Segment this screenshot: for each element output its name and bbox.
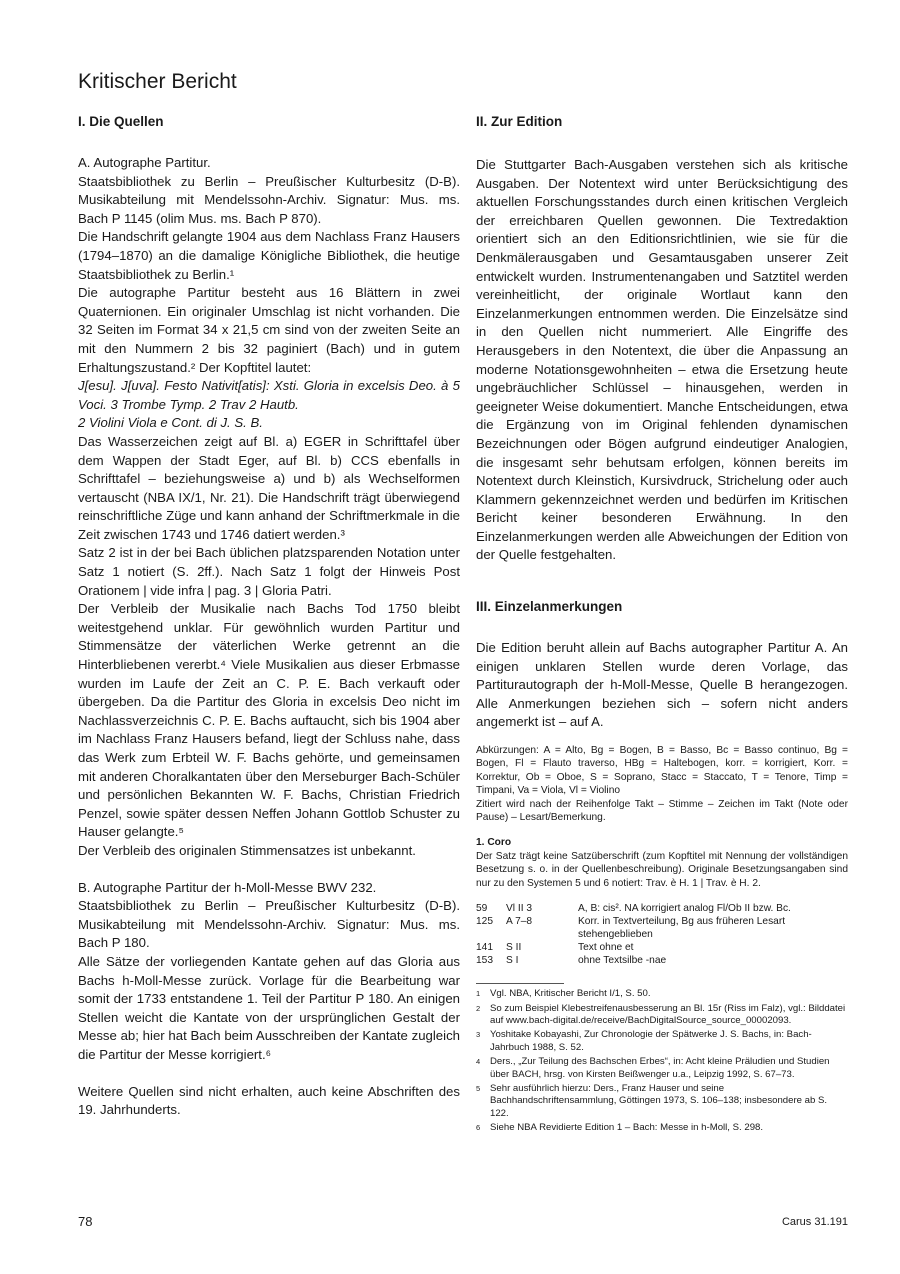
footnotes [476, 988, 848, 1134]
paragraph: Die autographe Partitur besteht aus 16 Blättern in zwei Quaternionen. Ein originaler Umschlag ist nicht vorhanden. Die 32 Seiten im Format 34 x 21,5 cm sind von der zweiten Seite an mit den Nummern 2 bis 32 paginiert (Bach) und in gutem Erhaltungszustand.² Der Kopftitel lautet: [78, 285, 460, 375]
paragraph: Die Handschrift gelangte 1904 aus dem Nachlass Franz Hausers (1794–1870) an die damalige Königliche Bibliothek, die heutige Staatsbibliothek zu Berlin.¹ [78, 229, 460, 282]
paragraph: Das Wasserzeichen zeigt auf Bl. a) EGER in Schrifttafel über dem Wappen der Stadt Eger, auf Bl. b) CCS ebenfalls in Schrifttafel – beziehungsweise a) und b) als Wechselformen vertauscht (NBA IX/1, Nr. 21). Die Handschrift trägt überwiegend reinschriftliche Züge und kann anhand der Schriftmerkmale in die Zeit zwischen 1743 und 1746 datiert werden.³ [78, 433, 460, 542]
section-heading-sources: I. Die Quellen [78, 114, 164, 129]
part-cell: A 7–8 [506, 916, 533, 928]
bar-cell: 153 [476, 955, 493, 967]
paragraph: Alle Sätze der vorliegenden Kantate gehen auf das Gloria aus Bachs h-Moll-Messe zurück. Vorlage für die Bearbeitung war somit der 1733 entstandene 1. Teil der Partitur P 180. An einigen Stellen weicht die Kantate von der ursprünglichen Gestalt der Messe ab; hier hat Bach beim Ausschreiben der Kantate zugleich die Partitur der Messe korrigiert.⁶ [78, 953, 460, 1062]
heading-title-quote: 2 Violini Viola e Cont. di J. S. B. [78, 415, 263, 431]
edition-paragraph: Die Stuttgarter Bach-Ausgaben verstehen sich als kritische Ausgaben. Der Notentext wird unter Berücksichtigung des aktuellen Forschungsstandes durch einen kritischen Vergleich der erreichbaren Quellen gewonnen. Die Textredaktion orientiert sich an den Editionsrichtlinien, wie sie für die Denkmälerausgaben und Gesamtausgaben unserer Zeit entwickelt wurden. Instrumentenangaben und Satztitel werden vereinheitlicht, der originale Wortlaut kann den Einzelanmerkungen entnommen werden. Die Einzelsätze sind in den Quellen nicht nummeriert. Alle Eingriffe des Herausgebers in den Notentext, die über die Anpassung an moderne Notationsgewohnheiten – etwa die Ersetzung heute ungebräuchlicher Schlüssel – hinausgehen, werden in geeigneter Weise dokumentiert. Manche Entscheidungen, etwa die Ergänzung von im Original fehlenden dynamischen Bezeichnungen oder Bögen aufgrund eindeutiger Analogien, die insgesamt sehr behutsam erfolgen, können bereits im Notentext durch Kleinstich, Kursivdruck, Strichelung oder auch Klammern gekennzeichnet werden und bedürfen im Kritischen Bericht keiner besonderen Erwähnung. In den Einzelanmerkungen werden alle Abweichungen der Edition von der Quelle festgehalten. [476, 157, 848, 563]
bar-cell: 125 [476, 916, 493, 928]
footnote: 6 Siehe NBA Revidierte Edition 1 – Bach: Messe in h-Moll, S. 298. [476, 1122, 764, 1134]
page-title: Kritischer Bericht [78, 70, 237, 93]
table-row [476, 941, 848, 954]
paragraph: Staatsbibliothek zu Berlin – Preußischer Kulturbesitz (D-B). Musikabteilung mit Mendelssohn-Archiv. Signatur: Mus. ms. Bach P 1145 (olim Mus. ms. Bach P 870). [78, 173, 460, 226]
source-b-text [78, 879, 460, 1065]
remarks-table [476, 902, 848, 967]
footnote: 3 Yoshitake Kobayashi, Zur Chronologie der Spätwerke J. S. Bachs, in: Bach-Jahrbuch 1988, S. 52. [476, 1029, 812, 1053]
section-heading-remarks: III. Einzelanmerkungen [476, 599, 623, 615]
note-cell: ohne Textsilbe -nae [578, 955, 667, 967]
table-row [476, 915, 848, 941]
coro-text: Der Satz trägt keine Satzüberschrift (zum Kopftitel mit Nennung der vollständigen Besetzung s. o. in der Quellenbeschreibung). Originale Besetzungsangaben sind nur zu den Systemen 5 und 6 notiert: Trav. è H. 1 | Trav. è H. 2. [476, 850, 848, 889]
page-number: 78 [78, 1214, 93, 1229]
table-row [476, 902, 848, 915]
part-cell: S II [506, 942, 522, 954]
note-cell: A, B: cis². NA korrigiert analog Fl/Ob II bzw. Bc. [578, 903, 791, 915]
footnote: 1 Vgl. NBA, Kritischer Bericht I/1, S. 50. [476, 988, 651, 1000]
remarks-intro: Die Edition beruht allein auf Bachs autographer Partitur A. An einigen unklaren Stellen wurde deren Vorlage, das Partiturautograph der h-Moll-Messe, Quelle B herangezogen. Alle Anmerkungen beziehen sich – sofern nicht anders angemerkt ist – auf A. [476, 640, 848, 730]
table-row [476, 954, 848, 967]
coro-title: 1. Coro [476, 837, 512, 849]
heading-title-quote: J[esu]. J[uva]. Festo Nativit[atis]: Xsti. Gloria in excelsis Deo. à 5 Voci. 3 Trombe Tymp. 2 Trav 2 Hautb. [78, 378, 460, 412]
abbreviations: Abkürzungen: A = Alto, Bg = Bogen, B = Basso, Bc = Basso continuo, Bg = Bogen, Fl = Flauto traverso, HBg = Haltebogen, korr. = korrigiert, Korr. = Korrektur, Ob = Oboe, S = Soprano, Stacc = Staccato, T = Tenore, Timp = Timpani, Va = Viola, Vl = Violino [476, 745, 848, 797]
footnote: 4 Ders., „Zur Teilung des Bachschen Erbes“, in: Acht kleine Präludien und Studien über BACH, hrsg. von Kirsten Beißwenger u.a., Leipzig 1992, S. 67–73. [476, 1056, 830, 1080]
bar-cell: 141 [476, 942, 493, 954]
paragraph: Satz 2 ist in der bei Bach üblichen platzsparenden Notation unter Satz 1 notiert (S. 2ff.). Nach Satz 1 folgt der Hinweis Post Orationem | vide infra | pag. 3 | Gloria Patri. [78, 545, 460, 598]
source-a-text [78, 154, 460, 861]
footnote: 5 Sehr ausführlich hierzu: Ders., Franz Hauser und seine Bachhandschriftensammlung, Göttingen 1973, S. 106–138; insbesondere ab S. 122. [476, 1082, 828, 1119]
bar-cell: 59 [476, 903, 488, 915]
citation-note: Zitiert wird nach der Reihenfolge Takt – Stimme – Zeichen im Takt (Note oder Pause) – Lesart/Bemerkung. [476, 798, 848, 824]
section-heading-edition: II. Zur Edition [476, 114, 563, 129]
note-cell: Text ohne et [578, 942, 634, 954]
left-column [78, 112, 460, 1120]
source-b-title: B. Autographe Partitur der h-Moll-Messe BWV 232. [78, 879, 377, 895]
paragraph: Staatsbibliothek zu Berlin – Preußischer Kulturbesitz (D-B). Musikabteilung mit Mendelssohn-Archiv. Signatur: Mus. ms. Bach P 180. [78, 898, 460, 951]
right-column [476, 112, 848, 1137]
footnote-divider [476, 983, 564, 984]
paragraph: Der Verbleib der Musikalie nach Bachs Tod 1750 bleibt weitestgehend unklar. Für gewöhnlich wurden Partitur und Stimmensätze der väterlichen Werke getrennt an die Hinterbliebenen vererbt.⁴ Viele Musikalien aus dieser Erbmasse wurden im Laufe der Zeit an C. P. E. Bach verkauft oder übergeben. Da die Partitur des Gloria in excelsis Deo nicht im Nachlassverzeichnis C. P. E. Bachs auftaucht, sich bis 1904 aber im Nachlass Franz Hausers befand, liegt der Schluss nahe, dass das Werk zum Erbteil W. F. Bachs gehörte, und gemeinsamen mit anderen Choralkantaten über den Merseburger Bach-Schüler und persönlichen Bekannten W. F. Bachs, Christian Friedrich Penzel, sowie später dessen Neffen Johann Gottlob Schuster zu Hauser gelangte.⁵ [78, 601, 460, 840]
catalog-code: Carus 31.191 [781, 1216, 848, 1228]
source-a-title: A. Autographe Partitur. [78, 155, 211, 170]
closing-paragraph: Weitere Quellen sind nicht erhalten, auch keine Abschriften des 19. Jahrhunderts. [78, 1083, 460, 1118]
part-cell: S I [506, 955, 519, 967]
footnote: 2 So zum Beispiel Klebestreifenausbesserung an Bl. 15r (Riss im Falz), vgl.: Bilddatei auf www.bach-digital.de/receive/BachDigitalSource_source_00002093. [476, 1002, 846, 1026]
part-cell: Vl II 3 [506, 903, 533, 915]
note-cell: Korr. in Textverteilung, Bg aus früheren Lesart stehengeblieben [578, 916, 786, 941]
paragraph: Der Verbleib des originalen Stimmensatzes ist unbekannt. [78, 842, 416, 858]
